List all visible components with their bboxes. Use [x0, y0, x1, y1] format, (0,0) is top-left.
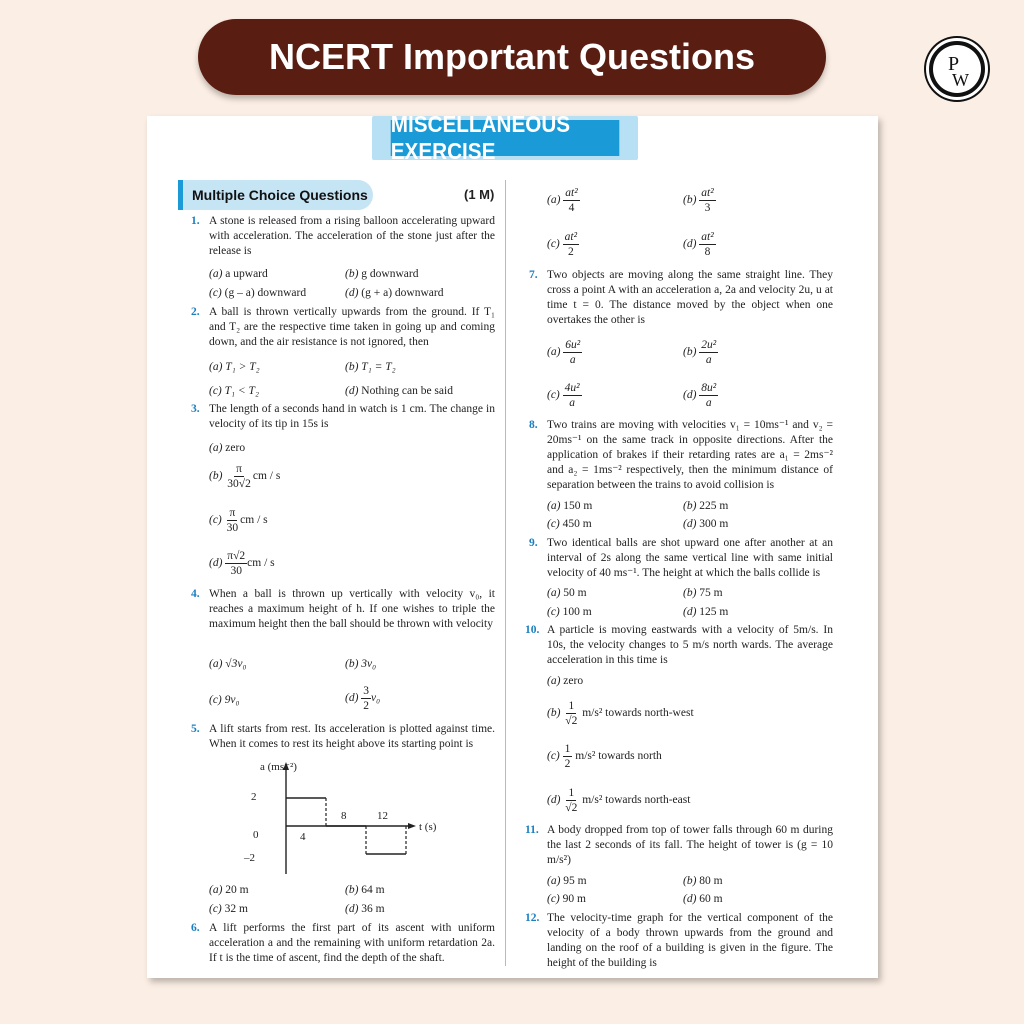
- tick-label: 2: [251, 791, 257, 803]
- option-label: (b) 64 m: [345, 884, 385, 896]
- option-label: (d) $\frac{3}{2}$ v₀: [345, 685, 381, 712]
- question-number: 1.: [191, 215, 200, 227]
- question-number: 9.: [529, 537, 538, 549]
- column-divider: [505, 180, 506, 966]
- option-label: (d) 125 m: [683, 606, 729, 618]
- option-label: (d) $\frac{\text{at²}}{8}$: [683, 231, 714, 258]
- option-label: (d) $\frac{\text{8u²}}{a}$: [683, 382, 717, 409]
- option-label: (c) 32 m: [209, 903, 248, 915]
- option-label: (a) zero: [209, 442, 246, 454]
- option-label: (c) 450 m: [547, 518, 592, 530]
- option-label: (b) $\frac{\text{2u²}}{a}$: [683, 339, 717, 366]
- tick-label: 12: [377, 810, 388, 822]
- x-axis-arrow: [408, 823, 416, 829]
- question-number: 2.: [191, 306, 200, 318]
- option-label: (d) $\frac{1}{√2}$ m/s² towards north-east: [547, 787, 691, 814]
- option-label: (d) Nothing can be said: [345, 385, 453, 397]
- option-label: (a) zero: [547, 675, 584, 687]
- question-text: A lift starts from rest. Its acceleration is plotted against time. When it comes to rest its height above its starting point is: [209, 723, 495, 750]
- question-text: The velocity-time graph for the vertical component of the velocity of a body thrown upwards from the ground and landing on the roof of a building is given in the figure. The height of the building is: [547, 912, 833, 969]
- question-number: 3.: [191, 403, 200, 415]
- option-label: (b) 75 m: [683, 587, 723, 599]
- option-label: (b) $\frac{\text{at²}}{3}$: [683, 187, 714, 214]
- question-number: 12.: [525, 912, 540, 924]
- question-number: 6.: [191, 922, 200, 934]
- option-label: (b) g downward: [345, 268, 419, 280]
- option-label: (c) 9v₀: [209, 694, 240, 706]
- question-text: When a ball is thrown up vertically with velocity v₀, it reaches a maximum height of h. If one wishes to triple the maximum height then the ball should be thrown with velocity: [209, 588, 495, 630]
- option-label: (b) $\frac{1}{√2}$ m/s² towards north-west: [547, 700, 694, 727]
- x-axis-label: t (s): [419, 821, 437, 833]
- option-label: (d) 36 m: [345, 903, 385, 915]
- question-number: 7.: [529, 269, 538, 281]
- question-text: A ball is thrown vertically upwards from the ground. If T₁ and T₂ are the respective time taken in going up and coming down, and the air resistance is not ignored, then: [209, 306, 495, 348]
- question-number: 11.: [525, 824, 539, 836]
- option-label: (b) T₁ = T₂: [345, 361, 396, 373]
- question-number: 10.: [525, 624, 540, 636]
- title-banner: [198, 19, 826, 95]
- section-marks: (1 M): [464, 187, 495, 202]
- option-label: (c) $\frac{\pi}{30}$ cm / s: [209, 507, 268, 534]
- option-label: (c) $\frac{1}{2}$ m/s² towards north: [547, 743, 662, 770]
- option-label: (c) $\frac{\text{4u²}}{a}$: [547, 382, 580, 409]
- option-label: (a) 150 m: [547, 500, 593, 512]
- question-text: A stone is released from a rising balloon accelerating upward with acceleration. The acceleration of the stone just after the release is: [209, 215, 495, 257]
- option-label: (a) $\frac{\text{6u²}}{a}$: [547, 339, 581, 366]
- option-label: (c) 100 m: [547, 606, 592, 618]
- acceleration-time-graph: [242, 756, 452, 876]
- question-text: Two objects are moving along the same straight line. They cross a point A with an acceleration a, 2a and velocity 2u, u at time t = 0. The distance moved by the object when one overtakes the other is: [547, 269, 833, 326]
- option-label: (b) 80 m: [683, 875, 723, 887]
- tick-label: –2: [244, 852, 255, 864]
- option-label: (c) (g – a) downward: [209, 287, 307, 299]
- option-label: (d) 60 m: [683, 893, 723, 905]
- option-label: (a) T₁ > T₂: [209, 361, 260, 373]
- exercise-sheet: [147, 116, 878, 978]
- logo-letter-w: W: [952, 70, 969, 90]
- option-label: (d) (g + a) downward: [345, 287, 444, 299]
- question-number: 8.: [529, 419, 538, 431]
- option-label: (a) 20 m: [209, 884, 249, 896]
- logo-letter-p: P: [948, 53, 960, 75]
- option-label: (b) 225 m: [683, 500, 729, 512]
- option-label: (a) 50 m: [547, 587, 587, 599]
- pw-logo: [926, 38, 988, 100]
- option-label: (d) $\frac{\pi√2}{30}$ cm / s: [209, 550, 275, 577]
- option-label: (c) 90 m: [547, 893, 586, 905]
- question-text: The length of a seconds hand in watch is 1 cm. The change in velocity of its tip in 15s is: [209, 403, 495, 430]
- question-text: Two trains are moving with velocities v₁ = 10ms⁻¹ and v₂ = 20ms⁻¹ on the same track in opposite directions. After the application of brakes if their retarding rates are a₁ = 2ms⁻² and a₂ = 1ms⁻² respectively, then the minimum distance of separation between the trains to avoid collision is: [547, 419, 833, 491]
- banner-title: NCERT Important Questions: [268, 36, 756, 77]
- option-label: (d) 300 m: [683, 518, 729, 530]
- question-number: 4.: [191, 588, 200, 600]
- question-text: A lift performs the first part of its ascent with uniform acceleration a and the remaining with uniform retardation 2a. If t is the time of ascent, find the depth of the shaft.: [209, 922, 495, 964]
- tick-label: 4: [300, 831, 306, 843]
- option-label: (a) a upward: [209, 268, 268, 280]
- tick-label: 8: [341, 810, 347, 822]
- exercise-heading: MISCELLANEOUS EXERCISE: [372, 116, 638, 160]
- option-label: (a) 95 m: [547, 875, 587, 887]
- option-label: (c) T₁ < T₂: [209, 385, 259, 397]
- section-title: Multiple Choice Questions: [178, 180, 373, 210]
- option-label: (a) √3v₀: [209, 658, 247, 670]
- question-text: A body dropped from top of tower falls through 60 m during the last 2 seconds of its fall. The height of tower is (g = 10 m/s²): [547, 824, 833, 866]
- option-label: (b) $\frac{\pi}{30√2}$ cm / s: [209, 463, 281, 490]
- tick-label: 0: [253, 829, 259, 841]
- y-axis-label: a (ms⁻²): [260, 761, 297, 773]
- option-label: (c) $\frac{\text{at²}}{2}$: [547, 231, 578, 258]
- question-text: Two identical balls are shot upward one after another at an interval of 2s along the same vertical line with same initial velocity of 40 ms⁻¹. The height at which the balls collide is: [547, 537, 833, 579]
- option-label: (b) 3v₀: [345, 658, 377, 670]
- option-label: (a) $\frac{\text{at²}}{4}$: [547, 187, 578, 214]
- question-number: 5.: [191, 723, 200, 735]
- question-text: A particle is moving eastwards with a velocity of 5m/s. In 10s, the velocity changes to 5 m/s north wards. The average acceleration in this time is: [547, 624, 833, 666]
